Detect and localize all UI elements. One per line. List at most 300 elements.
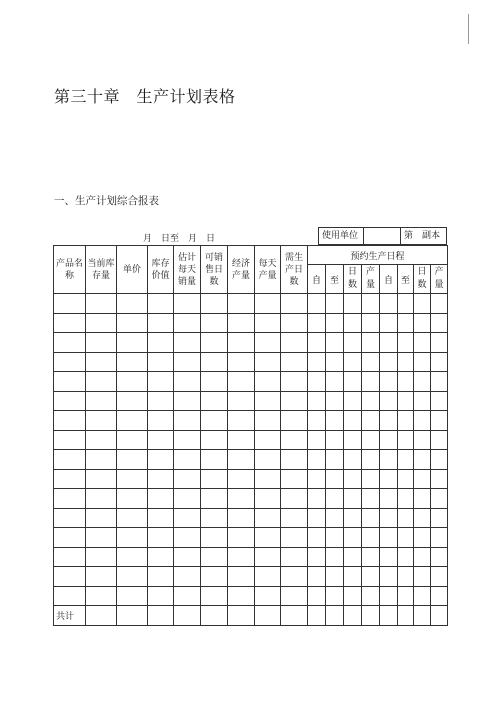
table-cell[interactable]	[431, 508, 448, 528]
table-cell[interactable]	[174, 352, 201, 372]
table-cell[interactable]	[380, 567, 398, 587]
table-cell[interactable]	[148, 489, 174, 509]
table-cell[interactable]	[201, 586, 228, 606]
table-cell[interactable]	[326, 430, 344, 450]
table-cell[interactable]	[228, 547, 255, 567]
table-cell[interactable]	[326, 489, 344, 509]
table-cell[interactable]	[228, 372, 255, 392]
table-cell[interactable]	[174, 489, 201, 509]
total-cell[interactable]	[431, 606, 448, 626]
table-cell[interactable]	[380, 333, 398, 353]
table-cell[interactable]	[380, 313, 398, 333]
table-cell[interactable]	[308, 372, 326, 392]
table-cell[interactable]	[54, 411, 86, 431]
table-cell[interactable]	[362, 411, 380, 431]
total-cell[interactable]	[380, 606, 398, 626]
table-cell[interactable]	[86, 391, 117, 411]
table-row	[54, 528, 448, 548]
table-cell[interactable]	[362, 313, 380, 333]
table-cell[interactable]	[326, 567, 344, 587]
table-cell[interactable]	[398, 391, 414, 411]
table-cell[interactable]	[201, 372, 228, 392]
table-cell[interactable]	[117, 450, 148, 470]
table-cell[interactable]	[380, 391, 398, 411]
table-cell[interactable]	[326, 313, 344, 333]
table-cell[interactable]	[201, 508, 228, 528]
table-cell[interactable]	[117, 528, 148, 548]
table-cell[interactable]	[326, 469, 344, 489]
table-cell[interactable]	[117, 411, 148, 431]
table-cell[interactable]	[86, 430, 117, 450]
table-cell[interactable]	[431, 469, 448, 489]
table-cell[interactable]	[281, 352, 308, 372]
table-cell[interactable]	[86, 586, 117, 606]
table-cell[interactable]	[201, 430, 228, 450]
table-cell[interactable]	[201, 469, 228, 489]
table-cell[interactable]	[281, 489, 308, 509]
table-cell[interactable]	[86, 372, 117, 392]
table-cell[interactable]	[344, 469, 362, 489]
table-cell[interactable]	[54, 586, 86, 606]
table-cell[interactable]	[326, 508, 344, 528]
table-cell[interactable]	[326, 391, 344, 411]
table-cell[interactable]	[54, 567, 86, 587]
table-cell[interactable]	[344, 411, 362, 431]
header-unit-price: 单价	[117, 246, 148, 294]
table-cell[interactable]	[117, 352, 148, 372]
table-cell[interactable]	[398, 411, 414, 431]
table-cell[interactable]	[326, 450, 344, 470]
table-cell[interactable]	[228, 528, 255, 548]
table-cell[interactable]	[54, 469, 86, 489]
table-cell[interactable]	[308, 567, 326, 587]
table-cell[interactable]	[380, 547, 398, 567]
table-cell[interactable]	[54, 372, 86, 392]
table-cell[interactable]	[281, 430, 308, 450]
table-cell[interactable]	[148, 352, 174, 372]
table-cell[interactable]	[398, 333, 414, 353]
table-cell[interactable]	[414, 411, 431, 431]
table-cell[interactable]	[228, 352, 255, 372]
unit-value-field[interactable]	[363, 227, 401, 245]
table-cell[interactable]	[86, 411, 117, 431]
table-cell[interactable]	[255, 528, 281, 548]
table-cell[interactable]	[86, 333, 117, 353]
table-cell[interactable]	[414, 528, 431, 548]
table-cell[interactable]	[201, 450, 228, 470]
table-cell[interactable]	[326, 528, 344, 548]
table-cell[interactable]	[117, 430, 148, 450]
table-cell[interactable]	[174, 469, 201, 489]
table-cell[interactable]	[344, 547, 362, 567]
table-cell[interactable]	[362, 489, 380, 509]
table-cell[interactable]	[380, 489, 398, 509]
header-product-name: 产品名称	[54, 246, 86, 294]
table-cell[interactable]	[326, 372, 344, 392]
table-cell[interactable]	[54, 391, 86, 411]
table-cell[interactable]	[281, 450, 308, 470]
table-cell[interactable]	[414, 391, 431, 411]
table-cell[interactable]	[344, 586, 362, 606]
table-cell[interactable]	[255, 508, 281, 528]
table-cell[interactable]	[326, 333, 344, 353]
total-cell[interactable]	[326, 606, 344, 626]
table-cell[interactable]	[54, 313, 86, 333]
table-cell[interactable]	[344, 372, 362, 392]
table-cell[interactable]	[174, 508, 201, 528]
table-cell[interactable]	[148, 313, 174, 333]
table-cell[interactable]	[255, 567, 281, 587]
table-cell[interactable]	[362, 450, 380, 470]
table-cell[interactable]	[228, 430, 255, 450]
table-cell[interactable]	[362, 294, 380, 314]
table-cell[interactable]	[281, 586, 308, 606]
table-cell[interactable]	[380, 469, 398, 489]
table-cell[interactable]	[255, 294, 281, 314]
table-cell[interactable]	[281, 508, 308, 528]
table-cell[interactable]	[326, 547, 344, 567]
table-cell[interactable]	[344, 352, 362, 372]
header-output-1: 产量	[362, 265, 380, 294]
table-cell[interactable]	[362, 333, 380, 353]
table-cell[interactable]	[86, 469, 117, 489]
table-cell[interactable]	[86, 294, 117, 314]
table-cell[interactable]	[281, 547, 308, 567]
table-cell[interactable]	[228, 333, 255, 353]
table-cell[interactable]	[398, 294, 414, 314]
table-cell[interactable]	[431, 352, 448, 372]
table-cell[interactable]	[117, 294, 148, 314]
table-cell[interactable]	[86, 352, 117, 372]
table-cell[interactable]	[414, 313, 431, 333]
table-cell[interactable]	[174, 547, 201, 567]
table-cell[interactable]	[362, 352, 380, 372]
table-cell[interactable]	[308, 411, 326, 431]
table-cell[interactable]	[54, 528, 86, 548]
table-cell[interactable]	[54, 352, 86, 372]
table-cell[interactable]	[86, 528, 117, 548]
total-cell[interactable]	[344, 606, 362, 626]
table-cell[interactable]	[201, 489, 228, 509]
table-cell[interactable]	[174, 430, 201, 450]
table-cell[interactable]	[431, 450, 448, 470]
total-cell[interactable]	[201, 606, 228, 626]
table-cell[interactable]	[255, 352, 281, 372]
table-cell[interactable]	[344, 450, 362, 470]
table-cell[interactable]	[228, 391, 255, 411]
table-cell[interactable]	[431, 372, 448, 392]
table-cell[interactable]	[228, 567, 255, 587]
table-cell[interactable]	[431, 547, 448, 567]
table-cell[interactable]	[380, 372, 398, 392]
table-cell[interactable]	[281, 391, 308, 411]
table-cell[interactable]	[398, 469, 414, 489]
table-cell[interactable]	[117, 333, 148, 353]
table-cell[interactable]	[398, 352, 414, 372]
table-cell[interactable]	[380, 508, 398, 528]
table-cell[interactable]	[362, 528, 380, 548]
table-cell[interactable]	[362, 586, 380, 606]
table-cell[interactable]	[148, 391, 174, 411]
table-cell[interactable]	[255, 391, 281, 411]
table-cell[interactable]	[148, 372, 174, 392]
table-cell[interactable]	[398, 586, 414, 606]
total-cell[interactable]	[362, 606, 380, 626]
table-cell[interactable]	[281, 567, 308, 587]
table-cell[interactable]	[380, 450, 398, 470]
table-cell[interactable]	[174, 450, 201, 470]
table-cell[interactable]	[414, 508, 431, 528]
table-cell[interactable]	[54, 294, 86, 314]
table-cell[interactable]	[414, 489, 431, 509]
total-cell[interactable]	[308, 606, 326, 626]
table-cell[interactable]	[281, 372, 308, 392]
table-cell[interactable]	[431, 391, 448, 411]
table-cell[interactable]	[228, 508, 255, 528]
table-cell[interactable]	[174, 411, 201, 431]
table-cell[interactable]	[398, 313, 414, 333]
table-cell[interactable]	[255, 430, 281, 450]
table-cell[interactable]	[117, 508, 148, 528]
table-cell[interactable]	[255, 450, 281, 470]
table-cell[interactable]	[344, 391, 362, 411]
table-cell[interactable]	[431, 313, 448, 333]
table-cell[interactable]	[228, 294, 255, 314]
table-cell[interactable]	[308, 391, 326, 411]
table-cell[interactable]	[431, 489, 448, 509]
table-cell[interactable]	[344, 294, 362, 314]
header-sellable-days: 可销售日数	[201, 246, 228, 294]
table-cell[interactable]	[148, 547, 174, 567]
table-cell[interactable]	[174, 333, 201, 353]
table-cell[interactable]	[398, 489, 414, 509]
table-cell[interactable]	[398, 372, 414, 392]
table-cell[interactable]	[201, 313, 228, 333]
table-cell[interactable]	[414, 469, 431, 489]
table-cell[interactable]	[228, 586, 255, 606]
table-cell[interactable]	[380, 411, 398, 431]
header-days-1: 日数	[344, 265, 362, 294]
table-cell[interactable]	[362, 567, 380, 587]
table-cell[interactable]	[326, 586, 344, 606]
header-to-1: 至	[326, 265, 344, 294]
table-cell[interactable]	[86, 508, 117, 528]
table-cell[interactable]	[344, 508, 362, 528]
table-cell[interactable]	[54, 489, 86, 509]
table-cell[interactable]	[308, 469, 326, 489]
table-cell[interactable]	[431, 333, 448, 353]
table-cell[interactable]	[414, 352, 431, 372]
table-cell[interactable]	[281, 528, 308, 548]
table-cell[interactable]	[308, 352, 326, 372]
table-cell[interactable]	[308, 313, 326, 333]
table-cell[interactable]	[148, 528, 174, 548]
table-cell[interactable]	[414, 567, 431, 587]
table-cell[interactable]	[255, 547, 281, 567]
table-cell[interactable]	[255, 372, 281, 392]
table-cell[interactable]	[86, 450, 117, 470]
total-cell[interactable]	[414, 606, 431, 626]
table-cell[interactable]	[344, 528, 362, 548]
table-cell[interactable]	[308, 430, 326, 450]
table-cell[interactable]	[148, 411, 174, 431]
table-cell[interactable]	[86, 489, 117, 509]
header-to-2: 至	[398, 265, 414, 294]
table-cell[interactable]	[281, 411, 308, 431]
table-cell[interactable]	[117, 391, 148, 411]
table-cell[interactable]	[431, 411, 448, 431]
table-cell[interactable]	[255, 489, 281, 509]
table-cell[interactable]	[380, 352, 398, 372]
table-cell[interactable]	[117, 547, 148, 567]
table-cell[interactable]	[201, 547, 228, 567]
table-cell[interactable]	[398, 430, 414, 450]
table-cell[interactable]	[380, 430, 398, 450]
table-cell[interactable]	[54, 547, 86, 567]
header-days-2: 日数	[414, 265, 431, 294]
table-cell[interactable]	[398, 508, 414, 528]
table-cell[interactable]	[117, 469, 148, 489]
table-cell[interactable]	[431, 528, 448, 548]
table-cell[interactable]	[54, 508, 86, 528]
table-cell[interactable]	[174, 294, 201, 314]
table-cell[interactable]	[344, 313, 362, 333]
table-cell[interactable]	[308, 333, 326, 353]
table-cell[interactable]	[86, 547, 117, 567]
table-cell[interactable]	[174, 391, 201, 411]
table-cell[interactable]	[308, 489, 326, 509]
table-cell[interactable]	[117, 586, 148, 606]
table-cell[interactable]	[308, 450, 326, 470]
table-cell[interactable]	[362, 508, 380, 528]
table-cell[interactable]	[362, 372, 380, 392]
table-cell[interactable]	[380, 528, 398, 548]
table-cell[interactable]	[281, 469, 308, 489]
table-cell[interactable]	[326, 294, 344, 314]
table-cell[interactable]	[148, 508, 174, 528]
table-cell[interactable]	[344, 567, 362, 587]
table-cell[interactable]	[414, 372, 431, 392]
table-cell[interactable]	[344, 333, 362, 353]
table-cell[interactable]	[362, 469, 380, 489]
table-cell[interactable]	[398, 528, 414, 548]
table-cell[interactable]	[174, 528, 201, 548]
table-cell[interactable]	[201, 411, 228, 431]
table-cell[interactable]	[308, 547, 326, 567]
table-cell[interactable]	[117, 567, 148, 587]
table-cell[interactable]	[54, 430, 86, 450]
table-cell[interactable]	[255, 586, 281, 606]
table-cell[interactable]	[174, 313, 201, 333]
total-cell[interactable]	[281, 606, 308, 626]
table-cell[interactable]	[344, 430, 362, 450]
table-cell[interactable]	[148, 586, 174, 606]
table-cell[interactable]	[174, 586, 201, 606]
table-cell[interactable]	[281, 333, 308, 353]
table-cell[interactable]	[201, 294, 228, 314]
total-cell[interactable]	[117, 606, 148, 626]
table-cell[interactable]	[201, 352, 228, 372]
table-cell[interactable]	[201, 391, 228, 411]
table-cell[interactable]	[255, 411, 281, 431]
total-cell[interactable]	[174, 606, 201, 626]
table-cell[interactable]	[414, 333, 431, 353]
table-cell[interactable]	[414, 294, 431, 314]
table-cell[interactable]	[148, 294, 174, 314]
table-cell[interactable]	[414, 547, 431, 567]
table-cell[interactable]	[228, 489, 255, 509]
table-cell[interactable]	[362, 430, 380, 450]
total-cell[interactable]	[148, 606, 174, 626]
table-cell[interactable]	[308, 528, 326, 548]
total-cell[interactable]	[255, 606, 281, 626]
table-cell[interactable]	[398, 450, 414, 470]
table-cell[interactable]	[431, 567, 448, 587]
table-cell[interactable]	[228, 450, 255, 470]
table-row	[54, 391, 448, 411]
table-cell[interactable]	[344, 489, 362, 509]
table-cell[interactable]	[308, 508, 326, 528]
table-cell[interactable]	[362, 547, 380, 567]
table-cell[interactable]	[255, 333, 281, 353]
table-cell[interactable]	[148, 469, 174, 489]
table-cell[interactable]	[380, 586, 398, 606]
table-cell[interactable]	[148, 333, 174, 353]
table-cell[interactable]	[255, 469, 281, 489]
table-cell[interactable]	[414, 586, 431, 606]
table-cell[interactable]	[201, 333, 228, 353]
table-cell[interactable]	[281, 294, 308, 314]
table-cell[interactable]	[174, 372, 201, 392]
table-cell[interactable]	[86, 313, 117, 333]
table-cell[interactable]	[117, 313, 148, 333]
table-cell[interactable]	[281, 313, 308, 333]
table-cell[interactable]	[308, 586, 326, 606]
table-cell[interactable]	[431, 430, 448, 450]
total-cell[interactable]	[398, 606, 414, 626]
table-cell[interactable]	[54, 450, 86, 470]
table-cell[interactable]	[148, 430, 174, 450]
table-cell[interactable]	[308, 294, 326, 314]
table-cell[interactable]	[228, 411, 255, 431]
table-cell[interactable]	[201, 528, 228, 548]
table-cell[interactable]	[326, 352, 344, 372]
table-cell[interactable]	[228, 313, 255, 333]
table-cell[interactable]	[414, 450, 431, 470]
table-cell[interactable]	[255, 313, 281, 333]
table-cell[interactable]	[431, 294, 448, 314]
table-cell[interactable]	[117, 372, 148, 392]
table-row	[54, 430, 448, 450]
table-cell[interactable]	[431, 586, 448, 606]
table-cell[interactable]	[148, 567, 174, 587]
table-cell[interactable]	[117, 489, 148, 509]
table-cell[interactable]	[398, 567, 414, 587]
table-cell[interactable]	[174, 567, 201, 587]
table-cell[interactable]	[362, 391, 380, 411]
table-cell[interactable]	[148, 450, 174, 470]
table-cell[interactable]	[398, 547, 414, 567]
table-cell[interactable]	[86, 567, 117, 587]
table-cell[interactable]	[201, 567, 228, 587]
table-cell[interactable]	[414, 430, 431, 450]
total-cell[interactable]	[228, 606, 255, 626]
table-cell[interactable]	[326, 411, 344, 431]
table-cell[interactable]	[380, 294, 398, 314]
total-cell[interactable]	[86, 606, 117, 626]
table-cell[interactable]	[228, 469, 255, 489]
table-cell[interactable]	[54, 333, 86, 353]
